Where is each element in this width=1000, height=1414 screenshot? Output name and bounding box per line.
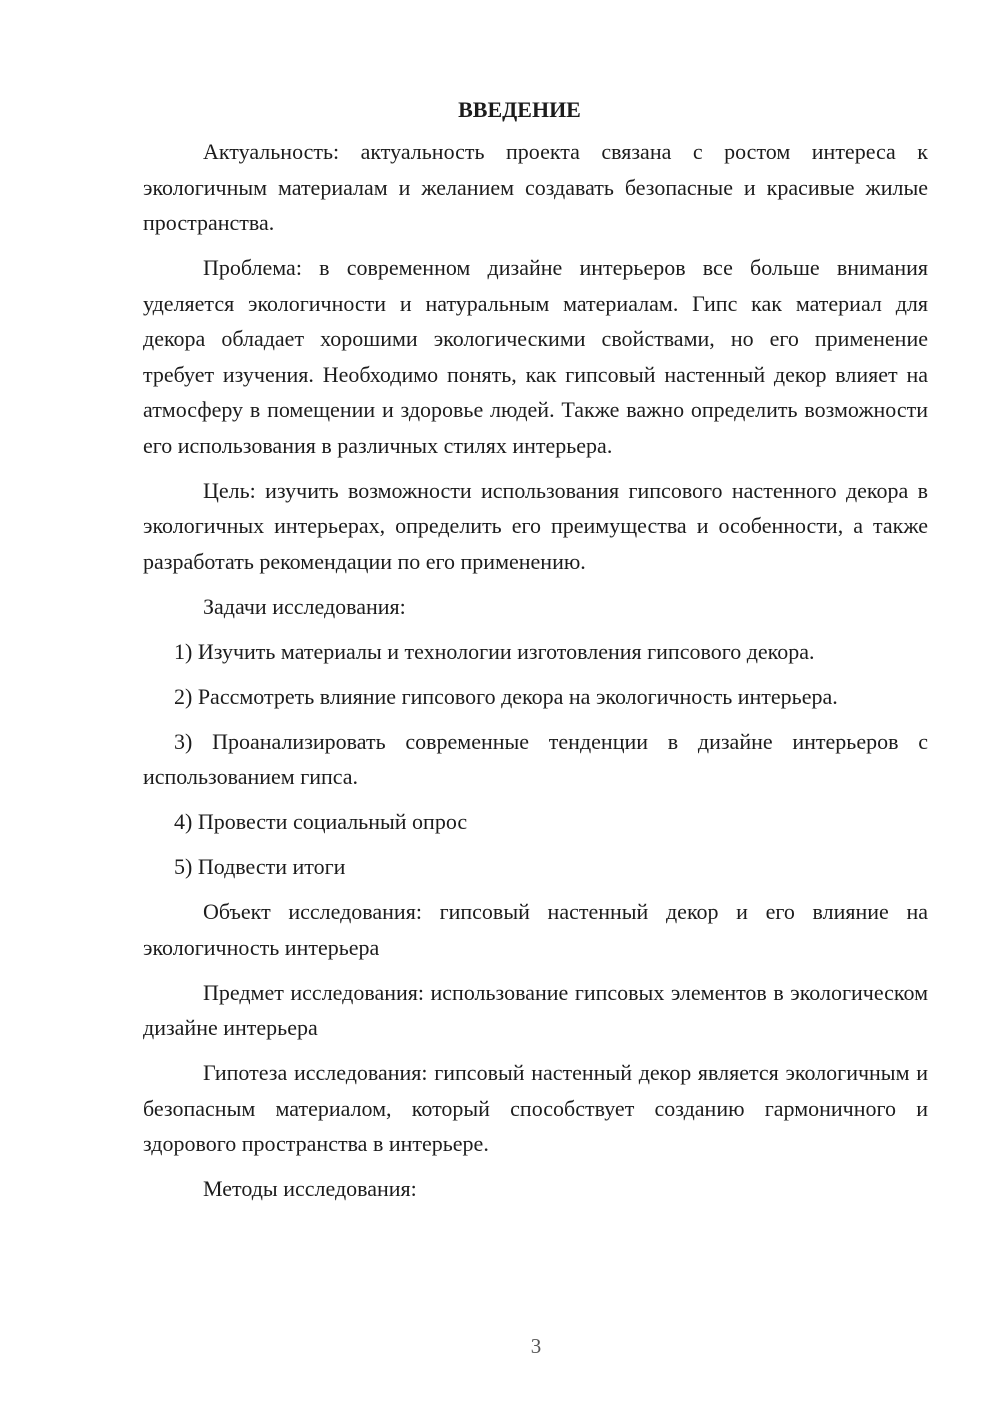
hypothesis-paragraph: Гипотеза исследования: гипсовый настенный декор является экологичным и безопасным материалом, который способствует созданию гармоничного и здорового пространства в интерьере. — [143, 1060, 928, 1156]
task-item: 1) Изучить материалы и технологии изготовления гипсового декора. — [174, 638, 815, 664]
goal-paragraph: Цель: изучить возможности использования гипсового настенного декора в экологичных интерьерах, определить его преимущества и особенности, а также разработать рекомендации по его применению. — [143, 477, 928, 574]
methods-paragraph: Методы исследования: — [203, 1176, 417, 1201]
task-item: 4) Провести социальный опрос — [174, 809, 468, 834]
relevance-paragraph: Актуальность: актуальность проекта связана с ростом интереса к экологичным материалам и желанием создавать безопасные и красивые жилые пространства. — [143, 139, 928, 235]
task-item: 5) Подвести итоги — [174, 854, 346, 879]
task-item: 2) Рассмотреть влияние гипсового декора на экологичность интерьера. — [174, 683, 838, 709]
tasks-heading: Задачи исследования: — [203, 593, 406, 619]
task-item: 3) Проанализировать современные тенденции в дизайне интерьеров с использованием гипса. — [143, 728, 928, 789]
page-content — [143, 92, 928, 1207]
section-heading: ВВЕДЕНИЕ — [458, 97, 581, 122]
object-paragraph: Объект исследования: гипсовый настенный декор и его влияние на экологичность интерьера — [143, 899, 928, 960]
page-number: 3 — [530, 1334, 542, 1358]
problem-paragraph: Проблема: в современном дизайне интерьеров все больше внимания уделяется экологичности и натуральным материалам. Гипс как материал для декора обладает хорошими экологическими свойствами, но его применение требует изучения. Необходимо понять, как гипсовый настенный декор влияет на атмосферу в помещении и здоровье людей. Также важно определить возможности его использования в различных стилях интерьера. — [143, 255, 928, 458]
subject-paragraph: Предмет исследования: использование гипсовых элементов в экологическом дизайне интерьера — [143, 979, 928, 1040]
